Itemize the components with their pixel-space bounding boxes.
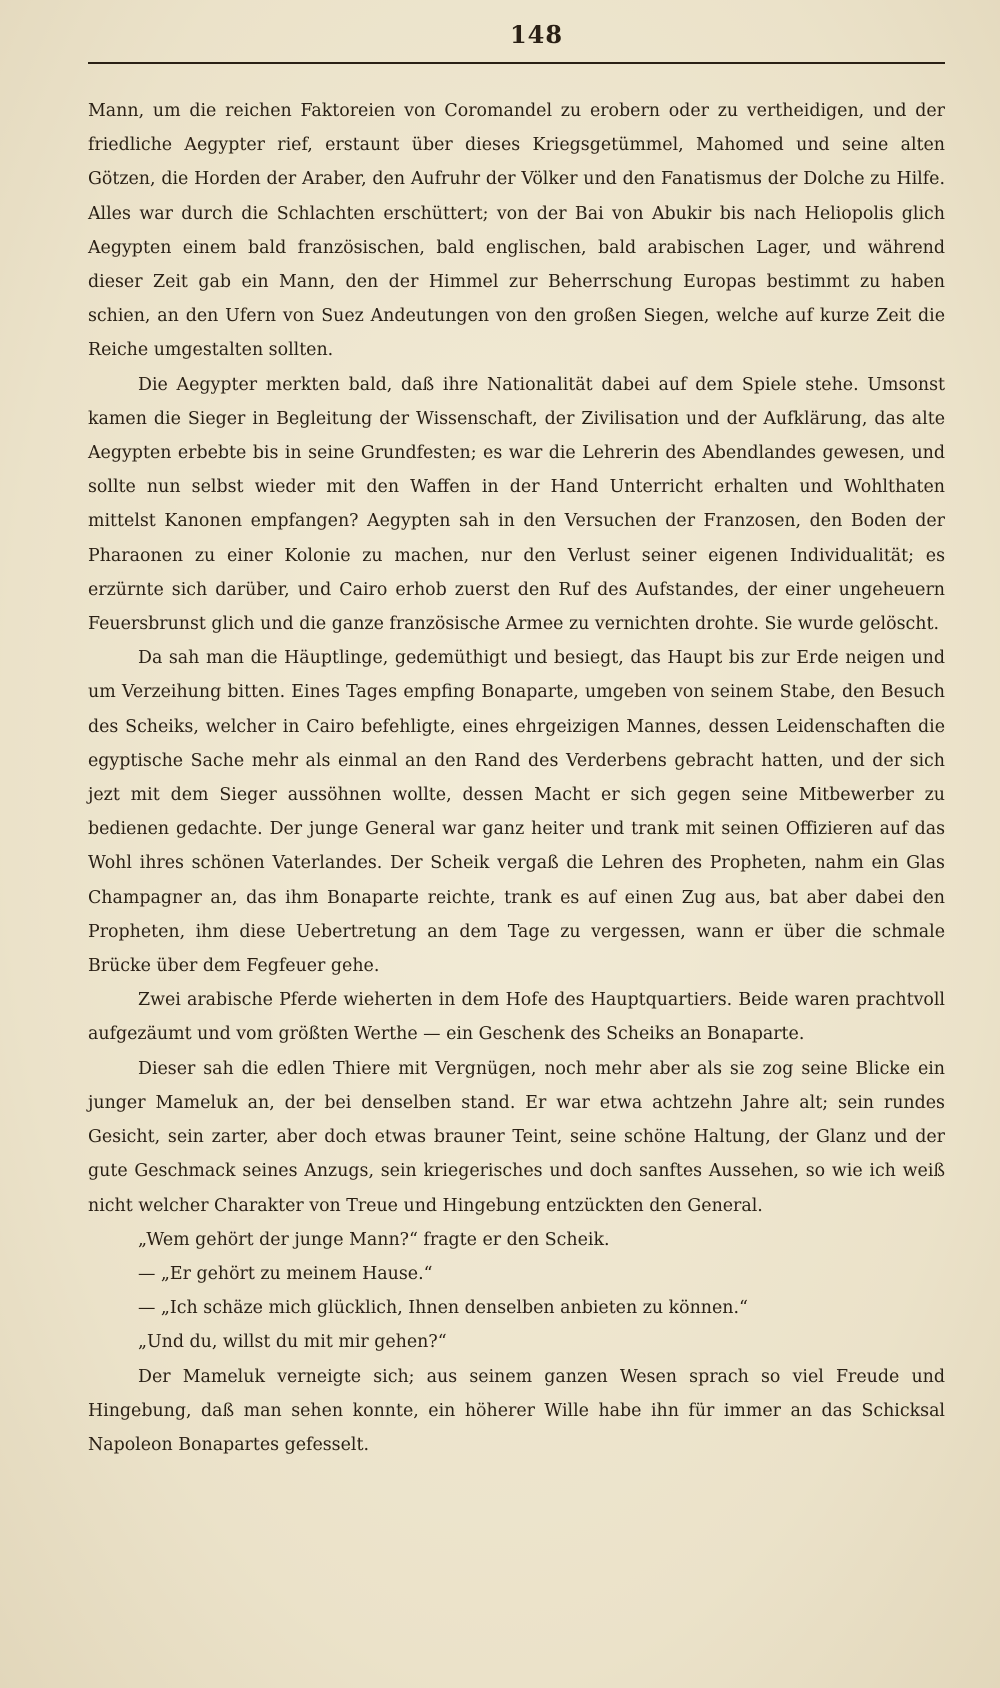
dialogue-line: „Wem gehört der junge Mann?“ fragte er den Scheik. — [138, 1229, 610, 1250]
body-text — [88, 94, 945, 1462]
dialogue-line: „Und du, willst du mit mir gehen?“ — [138, 1332, 447, 1353]
paragraph: Die Aegypter merkten bald, daß ihre Nationalität dabei auf dem Spiele stehe. Umsonst kamen die Sieger in Begleitung der Wissenschaft, der Zivilisation und der Aufklärung, das alte Aegypten erbebte bis in seine Grundfesten; es war die Lehrerin des Abendlandes gewesen, und sollte nun selbst wieder mit den Waffen in der Hand Unterricht erhalten und Wohlthaten mittelst Kanonen empfangen? Aegypten sah in den Versuchen der Franzosen, den Boden der Pharaonen zu einer Kolonie zu machen, nur den Verlust seiner eigenen Individualität; es erzürnte sich darüber, und Cairo erhob zuerst den Ruf des Aufstandes, der einer ungeheuern Feuersbrunst glich und die ganze französische Armee zu vernichten drohte. Sie wurde gelöscht. — [88, 374, 945, 635]
page-number: 148 — [509, 20, 564, 49]
header-rule — [88, 62, 945, 64]
dialogue-line: — „Er gehört zu meinem Hause.“ — [138, 1263, 433, 1284]
paragraph: Zwei arabische Pferde wieherten in dem Hofe des Hauptquartiers. Beide waren prachtvoll aufgezäumt und vom größten Werthe — ein Geschenk des Scheiks an Bonaparte. — [88, 990, 945, 1045]
paragraph: Der Mameluk verneigte sich; aus seinem ganzen Wesen sprach so viel Freude und Hingebung, daß man sehen konnte, ein höherer Wille habe ihn für immer an das Schicksal Napoleon Bonapartes gefesselt. — [88, 1366, 945, 1455]
paragraph: Dieser sah die edlen Thiere mit Vergnügen, noch mehr aber als sie zog seine Blicke ein junger Mameluk an, der bei denselben stand. Er war etwa achtzehn Jahre alt; sein rundes Gesicht, sein zarter, aber doch etwas brauner Teint, seine schöne Haltung, der Glanz und der gute Geschmack seines Anzugs, sein kriegerisches und doch sanftes Aussehen, so wie ich weiß nicht welcher Charakter von Treue und Hingebung entzückten den General. — [88, 1058, 945, 1216]
paragraph: Mann, um die reichen Faktoreien von Coromandel zu erobern oder zu vertheidigen, und der friedliche Aegypter rief, erstaunt über dieses Kriegsgetümmel, Mahomed und seine alten Götzen, die Horden der Araber, den Aufruhr der Völker und den Fanatismus der Dolche zu Hilfe. Alles war durch die Schlachten erschüttert; von der Bai von Abukir bis nach Heliopolis glich Aegypten einem bald französischen, bald englischen, bald arabischen Lager, und während dieser Zeit gab ein Mann, den der Himmel zur Beherrschung Europas bestimmt zu haben schien, an den Ufern von Suez Andeutungen von den großen Siegen, welche auf kurze Zeit die Reiche umgestalten sollten. — [88, 101, 945, 361]
dialogue-line: — „Ich schäze mich glücklich, Ihnen denselben anbieten zu können.“ — [138, 1298, 748, 1319]
paragraph: Da sah man die Häuptlinge, gedemüthigt und besiegt, das Haupt bis zur Erde neigen und um Verzeihung bitten. Eines Tages empfing Bonaparte, umgeben von seinem Stabe, den Besuch des Scheiks, welcher in Cairo befehligte, eines ehrgeizigen Mannes, dessen Leidenschaften die egyptische Sache mehr als einmal an den Rand des Verderbens gebracht hatten, und der sich jezt mit dem Sieger aussöhnen wollte, dessen Macht er sich gegen seine Mitbewerber zu bedienen gedachte. Der junge General war ganz heiter und trank mit seinen Offizieren auf das Wohl ihres schönen Vaterlandes. Der Scheik vergaß die Lehren des Propheten, nahm ein Glas Champagner an, das ihm Bonaparte reichte, trank es auf einen Zug aus, bat aber dabei den Propheten, ihm diese Uebertretung an dem Tage zu vergessen, wann er über die schmale Brücke über dem Fegfeuer gehe. — [88, 648, 945, 977]
